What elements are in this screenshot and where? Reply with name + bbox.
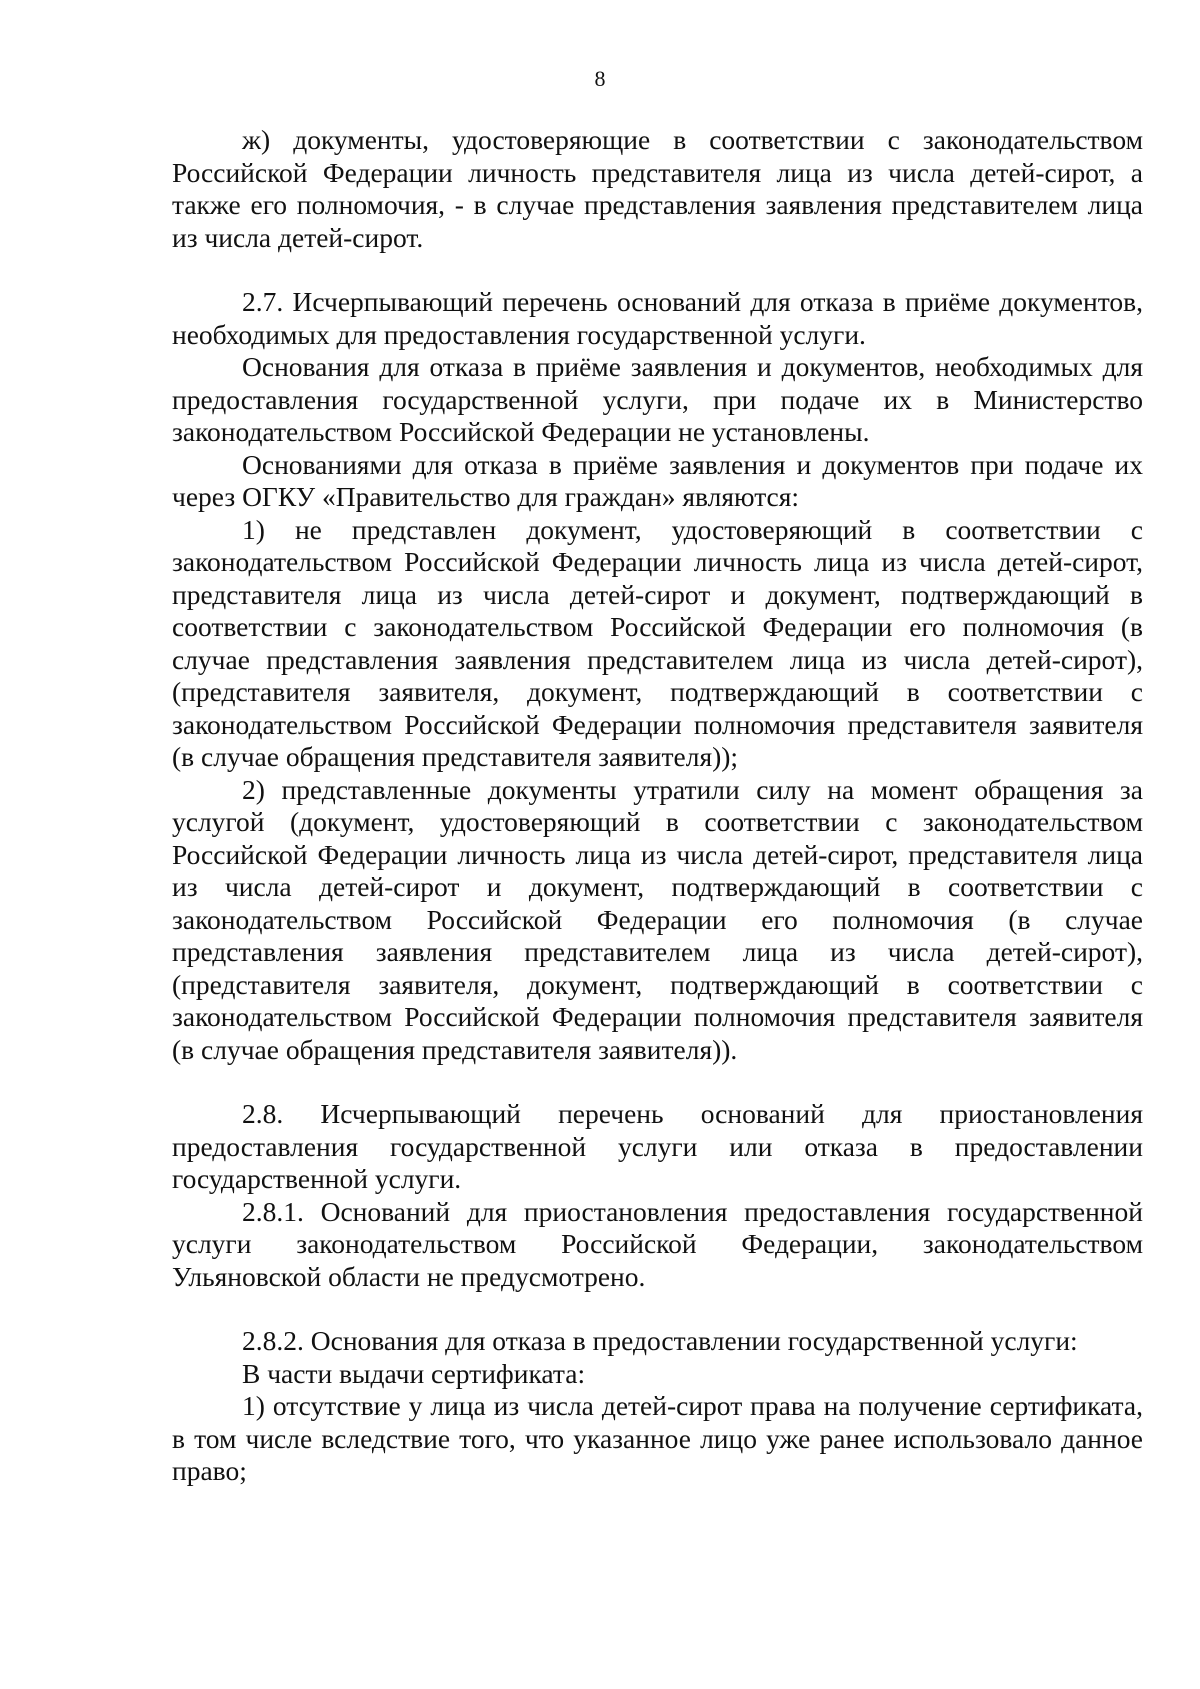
paragraph-2-7-item-2: 2) представленные документы утратили силу на момент обращения за услугой (документ, удостоверяющий в соответствии с законодательством Российской Федерации личность лица из числа детей-сирот, представителя лица из числа детей-сирот и документ, подтверждающий в соответствии с законодательством Российской Федерации его полномочия (в случае представления заявления представителем лица из числа детей-сирот), (представителя заявителя, документ, подтверждающий в соответствии с законодательством Российской Федерации полномочия представителя заявителя (в случае обращения представителя заявителя)). — [172, 773, 1143, 1065]
document-body — [172, 124, 1143, 1488]
paragraph-certificate-part: В части выдачи сертификата: — [242, 1357, 586, 1389]
paragraph-certificate-item-1: 1) отсутствие у лица из числа детей-сирот права на получение сертификата, в том числе вследствие того, что указанное лицо уже ранее использовало данное право; — [172, 1390, 1143, 1486]
paragraph-2-7-heading: 2.7. Исчерпывающий перечень оснований для отказа в приёме документов, необходимых для предоставления государственной услуги. — [172, 286, 1143, 350]
paragraph-2-8-1: 2.8.1. Оснований для приостановления предоставления государственной услуги законодательством Российской Федерации, законодательством Ульяновской области не предусмотрено. — [172, 1195, 1143, 1292]
page-number: 8 — [594, 66, 606, 91]
paragraph-zh-documents: ж) документы, удостоверяющие в соответствии с законодательством Российской Федерации личность представителя лица из числа детей-сирот, а также его полномочия, - в случае представления заявления представителем лица из числа детей-сирот. — [172, 124, 1143, 253]
paragraph-2-8-2: 2.8.2. Основания для отказа в предоставлении государственной услуги: — [242, 1325, 1078, 1356]
paragraph-2-7-item-1: 1) не представлен документ, удостоверяющий в соответствии с законодательством Российской Федерации личность лица из числа детей-сирот, представителя лица из числа детей-сирот и документ, подтверждающий в соответствии с законодательством Российской Федерации его полномочия (в случае представления заявления представителем лица из числа детей-сирот), (представителя заявителя, документ, подтверждающий в соответствии с законодательством Российской Федерации полномочия представителя заявителя (в случае обращения представителя заявителя)); — [172, 513, 1143, 772]
paragraph-2-8-heading: 2.8. Исчерпывающий перечень оснований для приостановления предоставления государственной услуги или отказа в предоставлении государственной услуги. — [172, 1098, 1143, 1194]
paragraph-2-7-ministry: Основания для отказа в приёме заявления и документов, необходимых для предоставления государственной услуги, при подаче их в Министерство законодательством Российской Федерации не установлены. — [172, 351, 1143, 447]
paragraph-2-7-ogku: Основаниями для отказа в приёме заявления и документов при подаче их через ОГКУ «Правительство для граждан» являются: — [172, 448, 1143, 512]
